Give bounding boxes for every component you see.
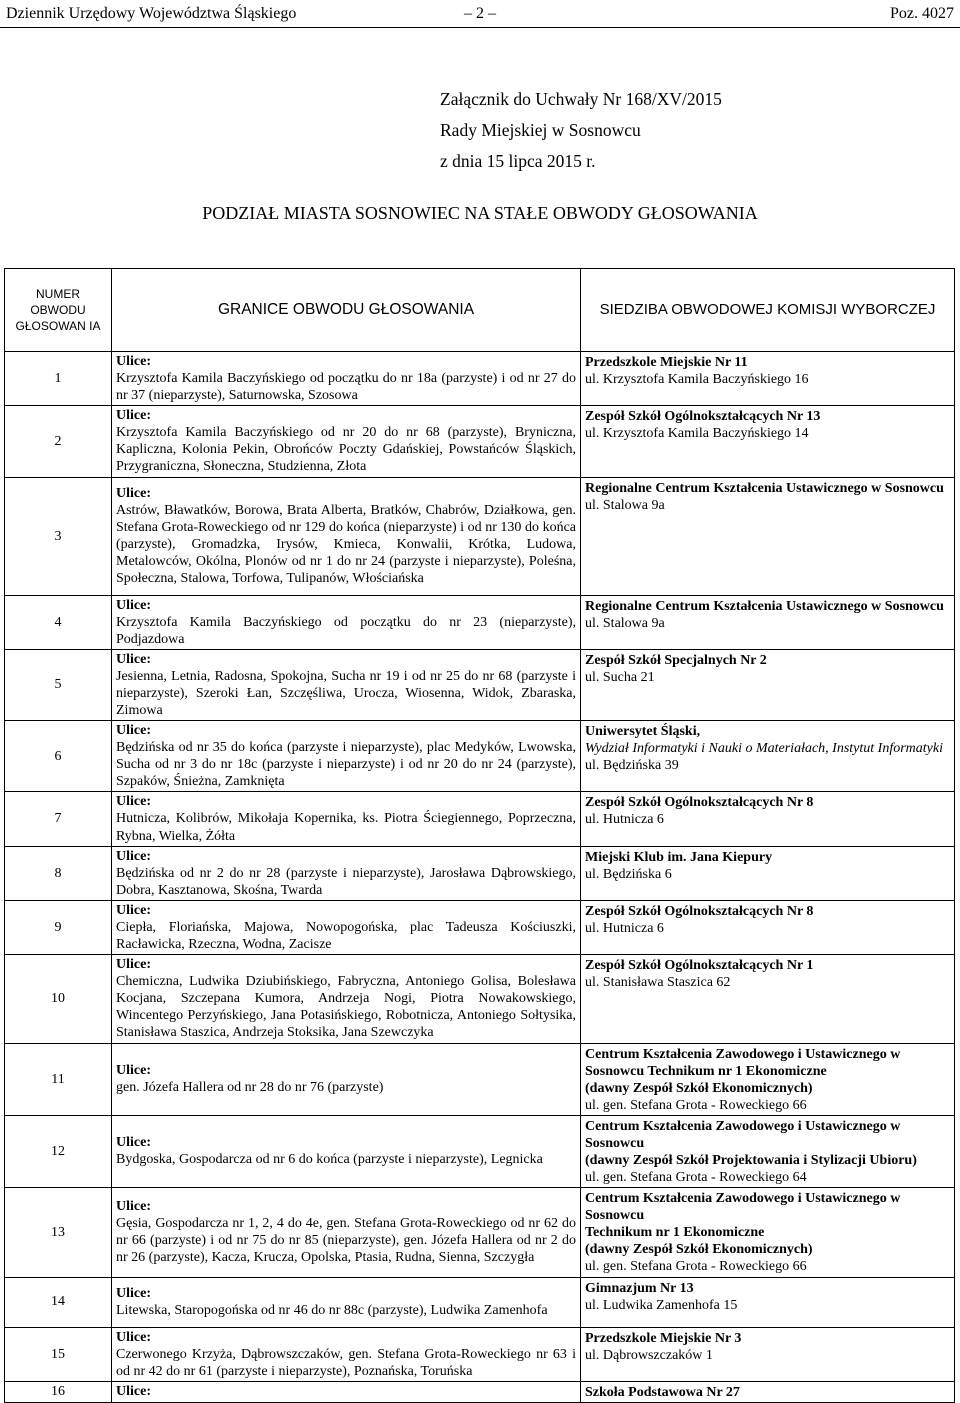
commission-seat: [581, 1327, 955, 1381]
table-row: [5, 477, 955, 595]
streets-list: Ciepła, Floriańska, Majowa, Nowopogońska, plac Tadeusza Kościuszki, Racławicka, Rzeczna, Wodna, Zacisze: [116, 919, 576, 953]
commission-seat: [581, 595, 955, 649]
table-row: [5, 1381, 955, 1402]
district-number: 3: [5, 477, 112, 595]
seat-name: Centrum Kształcenia Zawodowego i Ustawicznego w Sosnowcu Technikum nr 1 Ekonomiczne: [585, 1046, 901, 1079]
district-number: 5: [5, 649, 112, 720]
streets-label: Ulice:: [116, 1199, 151, 1215]
streets-label: Ulice:: [116, 723, 151, 739]
district-number: 1: [5, 352, 112, 406]
streets-list: Będzińska od nr 2 do nr 28 (parzyste i nieparzyste), Jarosława Dąbrowskiego, Dobra, Kasztanowa, Skośna, Twarda: [116, 865, 576, 898]
seat-name: Szkoła Podstawowa Nr 27: [585, 1384, 740, 1400]
table-row: [5, 900, 955, 954]
streets-list: Chemiczna, Ludwika Dziubińskiego, Fabryczna, Antoniego Golisa, Bolesława Kocjana, Szczepana Kumora, Andrzeja Nogi, Piotra Nowakowskiego, Wincentego Perzyńskiego, Jana Potasińskiego, Robotnicza, Antoniego Sołtysika, Stanisława Staszica, Andrzeja Stoksika, Jana Szewczyka: [116, 974, 576, 1041]
district-borders: [112, 721, 581, 792]
seat-name: Miejski Klub im. Jana Kiepury: [585, 849, 773, 865]
seat-detail: (dawny Zespół Szkół Ekonomicznych): [585, 1080, 813, 1096]
seat-name: Zespół Szkół Ogólnokształcących Nr 1: [585, 958, 814, 974]
annex-line-1: Załącznik do Uchwały Nr 168/XV/2015: [440, 89, 722, 109]
table-row: [5, 1277, 955, 1327]
seat-detail: ul. Stanisława Staszica 62: [585, 975, 731, 991]
streets-label: Ulice:: [116, 902, 151, 918]
streets-list: Gęsia, Gospodarcza nr 1, 2, 4 do 4e, gen. Stefana Grota-Roweckiego od nr 62 do nr 66 (parzyste) i od nr 75 do nr 85 (nieparzyste), gen. Józefa Hallera od nr 2 do nr 26 (parzyste), Kacza, Krucza, Opolska, Ptasia, Rudna, Sienna, Szczygła: [116, 1216, 576, 1266]
page-number: – 2 –: [464, 5, 496, 22]
district-borders: [112, 900, 581, 954]
district-number: 16: [5, 1381, 112, 1402]
district-borders: [112, 792, 581, 846]
seat-detail: ul. gen. Stefana Grota - Roweckiego 66: [585, 1259, 807, 1275]
seat-detail: ul. Będzińska 6: [585, 866, 672, 882]
seat-detail: ul. Sucha 21: [585, 669, 655, 685]
streets-list: Krzysztofa Kamila Baczyńskiego od początku do nr 18a (parzyste) i od nr 27 do nr 37 (nieparzyste), Saturnowska, Szosowa: [116, 371, 576, 404]
district-number: 9: [5, 900, 112, 954]
district-number: 4: [5, 595, 112, 649]
district-number: 8: [5, 846, 112, 900]
seat-detail: (dawny Zespół Szkół Ekonomicznych): [585, 1242, 813, 1258]
streets-list: Jesienna, Letnia, Radosna, Spokojna, Sucha nr 19 i od nr 25 do nr 68 (parzyste i nieparzyste), Szeroki Łan, Szczęśliwa, Urocza, Wiosenna, Widok, Zbaraska, Zimowa: [116, 668, 576, 719]
commission-seat: [581, 352, 955, 406]
column-header-borders: GRANICE OBWODU GŁOSOWANIA: [112, 269, 581, 352]
streets-list: Hutnicza, Kolibrów, Mikołaja Kopernika, ks. Piotra Ściegiennego, Poprzeczna, Rybna, Wielka, Żółta: [116, 811, 576, 844]
seat-name: Przedszkole Miejskie Nr 11: [585, 355, 748, 370]
document-title: PODZIAŁ MIASTA SOSNOWIEC NA STAŁE OBWODY GŁOSOWANIA: [202, 203, 758, 223]
commission-seat: [581, 1277, 955, 1327]
streets-label: Ulice:: [116, 354, 151, 369]
streets-label: Ulice:: [116, 794, 151, 810]
streets-list: Czerwonego Krzyża, Dąbrowszczaków, gen. Stefana Grota-Roweckiego nr 63 i od nr 42 do nr 61 (parzyste i nieparzyste), Poznańska, Toruńska: [116, 1346, 576, 1379]
streets-label: Ulice:: [116, 1384, 151, 1400]
district-borders: [112, 595, 581, 649]
seat-name: Zespół Szkół Ogólnokształcących Nr 8: [585, 903, 814, 919]
seat-name: Zespół Szkół Ogólnokształcących Nr 8: [585, 795, 814, 811]
table-row: [5, 649, 955, 720]
district-borders: [112, 649, 581, 720]
commission-seat: [581, 1043, 955, 1115]
column-header-number: NUMER OBWODU GŁOSOWAN IA: [5, 269, 112, 352]
commission-seat: [581, 721, 955, 792]
annex-line-3: z dnia 15 lipca 2015 r.: [440, 151, 596, 171]
streets-label: Ulice:: [116, 408, 151, 424]
seat-detail: ul. Hutnicza 6: [585, 812, 664, 828]
position-number: Poz. 4027: [890, 5, 954, 22]
seat-detail: (dawny Zespół Szkół Projektowania i Stylizacji Ubioru): [585, 1152, 917, 1168]
commission-seat: [581, 406, 955, 477]
streets-label: Ulice:: [116, 1329, 151, 1345]
streets-label: Ulice:: [116, 485, 151, 501]
table-row: [5, 595, 955, 649]
district-borders: [112, 406, 581, 477]
table-header-row: [5, 269, 955, 352]
seat-name: Zespół Szkół Ogólnokształcących Nr 13: [585, 409, 821, 425]
commission-seat: [581, 955, 955, 1043]
district-number: 15: [5, 1327, 112, 1381]
table-row: [5, 792, 955, 846]
seat-name: Gimnazjum Nr 13: [585, 1280, 694, 1296]
district-borders: [112, 955, 581, 1043]
streets-list: Litewska, Staropogońska od nr 46 do nr 88c (parzyste), Ludwika Zamenhofa: [116, 1303, 548, 1319]
seat-detail: ul. Ludwika Zamenhofa 15: [585, 1297, 738, 1313]
commission-seat: [581, 792, 955, 846]
streets-list: Będzińska od nr 35 do końca (parzyste i nieparzyste), plac Medyków, Lwowska, Sucha od nr 3 do nr 18c (parzyste i nieparzyste) i od nr 20 do nr 24 (parzyste), Szpaków, Śnieżna, Zamknięta: [116, 740, 576, 790]
district-borders: [112, 846, 581, 900]
commission-seat: [581, 1188, 955, 1277]
district-number: 7: [5, 792, 112, 846]
streets-list: Bydgoska, Gospodarcza od nr 6 do końca (parzyste i nieparzyste), Legnicka: [116, 1152, 543, 1168]
seat-detail: ul. Stalowa 9a: [585, 497, 665, 513]
seat-detail: Wydział Informatyki i Nauki o Materiałach, Instytut Informatyki: [585, 741, 943, 757]
seat-name: Regionalne Centrum Kształcenia Ustawicznego w Sosnowcu: [585, 480, 944, 496]
district-borders: [112, 477, 581, 595]
district-borders: [112, 1115, 581, 1187]
table-row: [5, 1188, 955, 1277]
streets-label: Ulice:: [116, 1285, 151, 1301]
district-number: 6: [5, 721, 112, 792]
streets-list: Astrów, Bławatków, Borowa, Brata Alberta, Bratków, Chabrów, Działkowa, gen. Stefana Grota-Roweckiego od nr 129 do końca (nieparzyste) i od nr 130 do końca (parzyste), Gromadzka, Irysów, Kmieca, Konwalii, Krótka, Ludowa, Metalowców, Okólna, Plonów od nr 1 do nr 24 (parzyste i nieparzyste), Poleśna, Społeczna, Stalowa, Torfowa, Tulipanów, Włościańska: [116, 502, 576, 587]
seat-name: Centrum Kształcenia Zawodowego i Ustawicznego w Sosnowcu: [585, 1191, 901, 1224]
seat-detail: ul. Krzysztofa Kamila Baczyńskiego 14: [585, 426, 809, 442]
commission-seat: [581, 846, 955, 900]
page-header: [0, 0, 960, 28]
seat-detail: ul. gen. Stefana Grota - Roweckiego 64: [585, 1170, 807, 1186]
streets-label: Ulice:: [116, 848, 151, 864]
seat-detail: ul. Stalowa 9a: [585, 615, 665, 631]
seat-name: Regionalne Centrum Kształcenia Ustawicznego w Sosnowcu: [585, 598, 944, 614]
district-borders: [112, 1188, 581, 1277]
streets-label: Ulice:: [116, 597, 151, 613]
streets-label: Ulice:: [116, 651, 151, 667]
streets-label: Ulice:: [116, 957, 151, 973]
district-number: 13: [5, 1188, 112, 1277]
district-number: 2: [5, 406, 112, 477]
table-row: [5, 1115, 955, 1187]
district-number: 14: [5, 1277, 112, 1327]
district-number: 12: [5, 1115, 112, 1187]
streets-list: Krzysztofa Kamila Baczyńskiego od początku do nr 23 (nieparzyste), Podjazdowa: [116, 614, 576, 647]
annex-block: [440, 84, 722, 177]
commission-seat: [581, 1115, 955, 1187]
district-number: 10: [5, 955, 112, 1043]
district-borders: [112, 1381, 581, 1402]
table-row: [5, 352, 955, 406]
seat-name: Zespół Szkół Specjalnych Nr 2: [585, 652, 767, 668]
seat-detail: ul. Będzińska 39: [585, 758, 679, 774]
journal-name: Dziennik Urzędowy Województwa Śląskiego: [6, 5, 297, 22]
commission-seat: [581, 1381, 955, 1402]
table-row: [5, 1327, 955, 1381]
seat-detail: ul. gen. Stefana Grota - Roweckiego 66: [585, 1097, 807, 1113]
streets-label: Ulice:: [116, 1135, 151, 1151]
districts-table: [4, 268, 955, 1403]
seat-name: Centrum Kształcenia Zawodowego i Ustawicznego w Sosnowcu: [585, 1118, 901, 1151]
table-row: [5, 846, 955, 900]
seat-detail: ul. Krzysztofa Kamila Baczyńskiego 16: [585, 372, 809, 388]
district-number: 11: [5, 1043, 112, 1115]
commission-seat: [581, 649, 955, 720]
streets-list: gen. Józefa Hallera od nr 28 do nr 76 (parzyste): [116, 1080, 384, 1096]
seat-detail: ul. Hutnicza 6: [585, 920, 664, 936]
seat-name: Uniwersytet Śląski,: [585, 724, 701, 740]
district-borders: [112, 1277, 581, 1327]
district-borders: [112, 1043, 581, 1115]
table-row: [5, 1043, 955, 1115]
annex-line-2: Rady Miejskiej w Sosnowcu: [440, 120, 641, 140]
seat-detail: Technikum nr 1 Ekonomiczne: [585, 1225, 765, 1241]
table-row: [5, 721, 955, 792]
commission-seat: [581, 477, 955, 595]
seat-name: Przedszkole Miejskie Nr 3: [585, 1330, 742, 1346]
table-row: [5, 406, 955, 477]
column-header-seat: SIEDZIBA OBWODOWEJ KOMISJI WYBORCZEJ: [581, 269, 955, 352]
table-body: [5, 352, 955, 1403]
commission-seat: [581, 900, 955, 954]
seat-detail: ul. Dąbrowszczaków 1: [585, 1347, 713, 1363]
district-borders: [112, 1327, 581, 1381]
streets-label: Ulice:: [116, 1063, 151, 1079]
table-row: [5, 955, 955, 1043]
district-borders: [112, 352, 581, 406]
streets-list: Krzysztofa Kamila Baczyńskiego od nr 20 do nr 68 (parzyste), Bryniczna, Kapliczna, Kolonia Pekin, Obrońców Poczty Gdańskiej, Powstańców Śląskich, Przygraniczna, Słoneczna, Studzienna, Złota: [116, 425, 576, 475]
